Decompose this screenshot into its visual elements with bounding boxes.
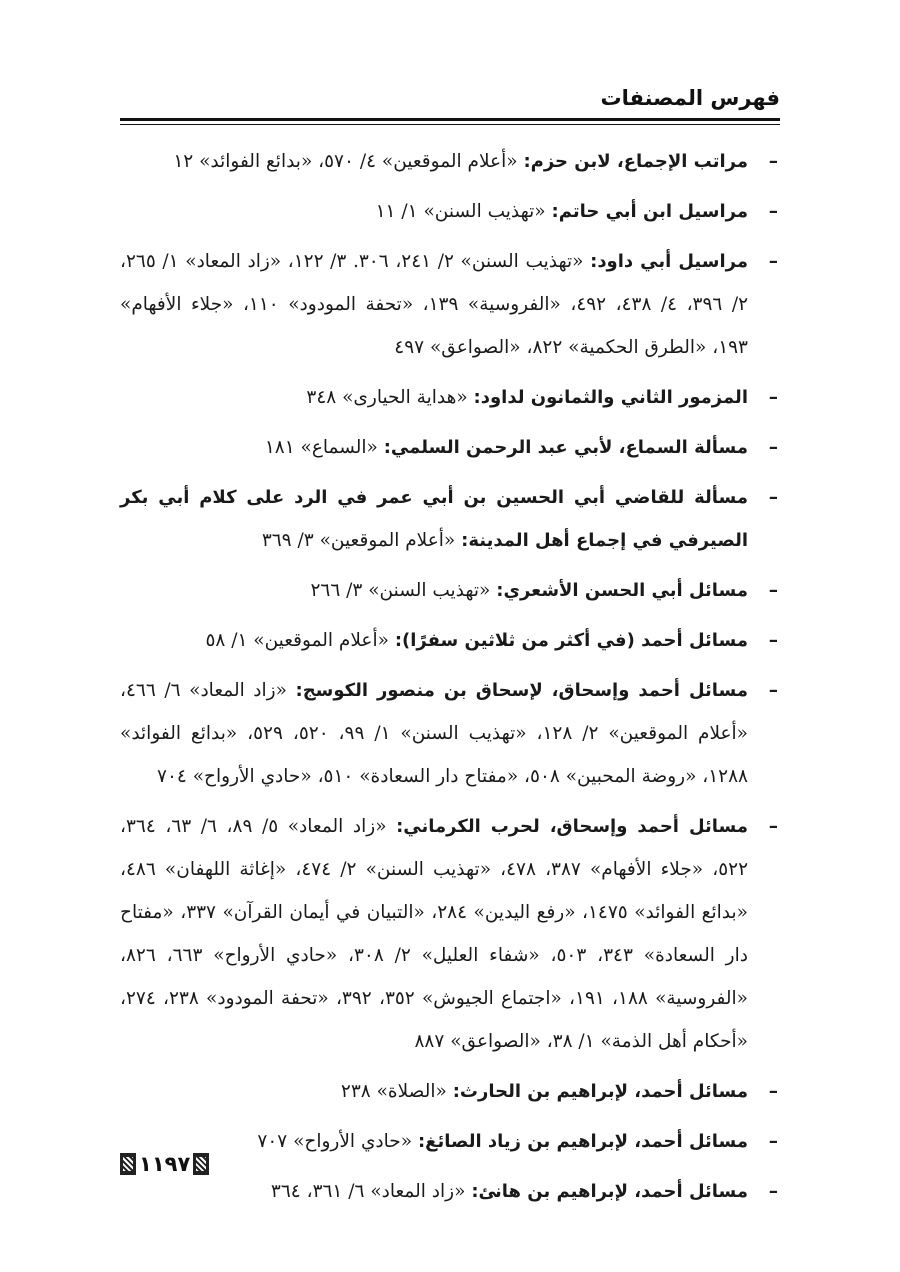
index-entry: [120, 669, 782, 798]
work-title: مسائل أبي الحسن الأشعري:: [496, 580, 748, 601]
index-entry: [120, 805, 782, 1063]
work-title: مسائل أحمد (في أكثر من ثلاثين سفرًا):: [394, 630, 748, 651]
dash-bullet: –: [768, 437, 778, 458]
index-entry: [120, 140, 782, 183]
index-entry: [120, 1120, 782, 1163]
work-references: «زاد المعاد» ٦/ ٤٦٦، «أعلام الموقعين» ٢/ ١٢٨، «تهذيب السنن» ١/ ٩٩، ٥٢٠، ٥٢٩، «بدائع الفوائد» ١٢٨٨، «روضة المحبين» ٥٠٨، «مفتاح دار السعادة» ٥١٠، «حادي الأرواح» ٧٠٤: [120, 680, 748, 787]
work-title: مسائل أحمد، لإبراهيم بن هانئ:: [471, 1181, 748, 1202]
page-ornament-icon: [120, 1153, 136, 1175]
work-references: «زاد المعاد» ٥/ ٨٩، ٦/ ٦٣، ٣٦٤، ٥٢٢، «جلاء الأفهام» ٣٨٧، ٤٧٨، «تهذيب السنن» ٢/ ٤٧٤، «إغاثة اللهفان» ٤٨٦، «بدائع الفوائد» ١٤٧٥، «رفع اليدين» ٢٨٤، «التبيان في أيمان القرآن» ٣٣٧، «مفتاح دار السعادة» ٣٤٣، ٥٠٣، «شفاء العليل» ٢/ ٣٠٨، «حادي الأرواح» ٦٦٣، ٨٢٦، «الفروسية» ١٨٨، ١٩١، «اجتماع الجيوش» ٣٥٢، ٣٩٢، «تحفة المودود» ٢٣٨، ٢٧٤، «أحكام أهل الذمة» ١/ ٣٨، «الصواعق» ٨٨٧: [120, 816, 749, 1052]
work-title: مسائل أحمد وإسحاق، لإسحاق بن منصور الكوسج:: [295, 680, 748, 701]
page-number: ١١٩٧: [139, 1152, 191, 1176]
work-title: مراسيل أبي داود:: [590, 251, 748, 272]
index-entry: [120, 1070, 782, 1113]
dash-bullet: –: [768, 387, 778, 408]
dash-bullet: –: [768, 1081, 778, 1102]
work-title: مسائل أحمد وإسحاق، لحرب الكرماني:: [396, 816, 748, 837]
work-title: مسائل أحمد، لإبراهيم بن زياد الصائغ:: [417, 1131, 748, 1152]
work-references: «السماع» ١٨١: [264, 437, 378, 458]
header-rule-thin: [120, 124, 780, 125]
page-number-block: [120, 1152, 209, 1176]
dash-bullet: –: [768, 630, 778, 651]
dash-bullet: –: [768, 201, 778, 222]
work-references: «هداية الحيارى» ٣٤٨: [306, 387, 468, 408]
work-references: «أعلام الموقعين» ٣/ ٣٦٩: [261, 530, 456, 551]
dash-bullet: –: [768, 1131, 778, 1152]
dash-bullet: –: [768, 151, 778, 172]
work-title: مسألة السماع، لأبي عبد الرحمن السلمي:: [383, 437, 748, 458]
header-rule-thick: [120, 118, 780, 121]
index-entry: [120, 376, 782, 419]
work-references: «أعلام الموقعين» ٤/ ٥٧٠، «بدائع الفوائد» ١٢: [173, 151, 518, 172]
work-title: مسائل أحمد، لإبراهيم بن الحارث:: [452, 1081, 748, 1102]
dash-bullet: –: [768, 487, 778, 508]
work-title: مراسيل ابن أبي حاتم:: [551, 201, 748, 222]
dash-bullet: –: [768, 1181, 778, 1202]
work-title: مراتب الإجماع، لابن حزم:: [523, 151, 748, 172]
dash-bullet: –: [768, 680, 778, 701]
index-entry: [120, 426, 782, 469]
work-references: «تهذيب السنن» ١/ ١١: [375, 201, 546, 222]
index-entry: [120, 476, 782, 562]
running-header-title: فهرس المصنفات: [600, 86, 780, 110]
work-references: «أعلام الموقعين» ١/ ٥٨: [205, 630, 389, 651]
index-entry: [120, 190, 782, 233]
work-references: «زاد المعاد» ٦/ ٣٦١، ٣٦٤: [270, 1181, 466, 1202]
dash-bullet: –: [768, 580, 778, 601]
page-ornament-icon: [193, 1153, 209, 1175]
work-references: «تهذيب السنن» ٣/ ٢٦٦: [310, 580, 491, 601]
index-entry: [120, 619, 782, 662]
index-entries: [120, 140, 782, 1220]
work-references: «حادي الأرواح» ٧٠٧: [257, 1131, 413, 1152]
work-references: «تهذيب السنن» ٢/ ٢٤١، ٣٠٦. ٣/ ١٢٢، «زاد المعاد» ١/ ٢٦٥، ٢/ ٣٩٦، ٤/ ٤٣٨، ٤٩٢، «الفروسية» ١٣٩، «تحفة المودود» ١١٠، «جلاء الأفهام» ١٩٣، «الطرق الحكمية» ٨٢٢، «الصواعق» ٤٩٧: [120, 251, 749, 358]
work-references: «الصلاة» ٢٣٨: [340, 1081, 447, 1102]
work-title: مسألة للقاضي أبي الحسين بن أبي عمر في الرد على كلام أبي بكر الصيرفي في إجماع أهل المدينة:: [120, 487, 748, 551]
dash-bullet: –: [768, 816, 778, 837]
index-entry: [120, 1170, 782, 1213]
index-entry: [120, 240, 782, 369]
index-entry: [120, 569, 782, 612]
dash-bullet: –: [768, 251, 778, 272]
work-title: المزمور الثاني والثمانون لداود:: [473, 387, 748, 408]
